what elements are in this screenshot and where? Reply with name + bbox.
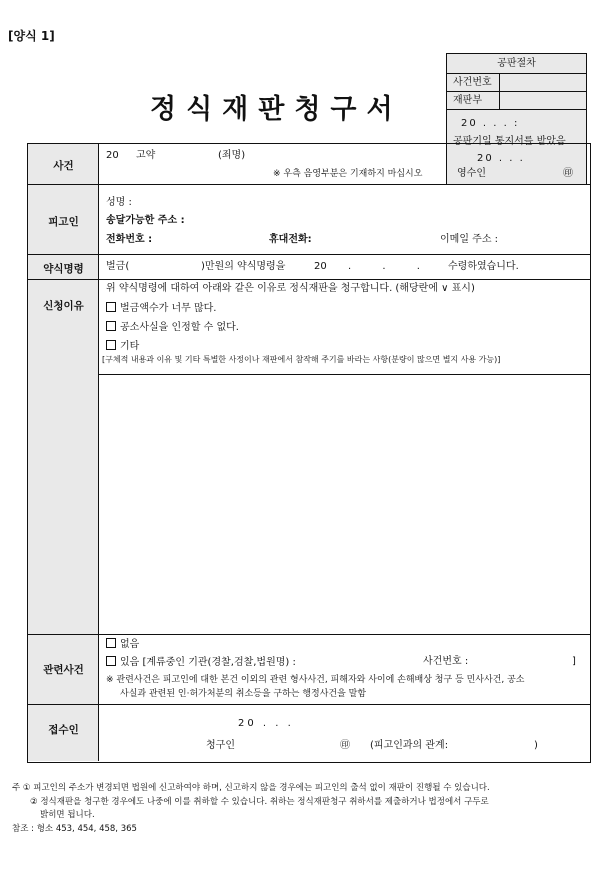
option-label: 있음 [계류중인 기관(경찰,검찰,법원명) : — [120, 657, 296, 668]
order-label: 약식명령 — [43, 263, 84, 275]
case-year[interactable]: 20 — [106, 150, 119, 161]
related-case-no[interactable]: 사건번호 : — [423, 656, 469, 667]
receipt-court-label: 재판부 — [453, 95, 482, 106]
footnote-1: 주 ① 피고인의 주소가 변경되면 법원에 신고하여야 하며, 신고하지 않을 경우에는 피고인의 출석 없이 재판이 진행될 수 있습니다. — [12, 783, 490, 793]
form-label: [양식 1] — [8, 29, 55, 43]
defendant-name[interactable]: 성명 : — [106, 197, 132, 208]
reason-option-1[interactable] — [106, 302, 216, 315]
reason-option-2[interactable] — [106, 321, 239, 334]
footnote-2: ② 정식재판을 청구한 경우에도 나중에 이를 취하할 수 있습니다. 취하는 정식재판청구 취하서를 제출하거나 법정에서 구두로 — [30, 797, 489, 807]
footnote-2-cont: 밝히면 됩니다. — [40, 810, 95, 820]
defendant-mobile[interactable]: 휴대전화: — [269, 234, 312, 245]
page-title: 정식재판청구서 — [150, 94, 403, 125]
sign-relation[interactable]: (피고인과의 관계: — [370, 740, 449, 751]
footnote-reference: 참조 : 형소 453, 454, 458, 365 — [12, 824, 137, 834]
receipt-court-row — [447, 92, 586, 110]
receipt-date-line2: 20 . . . — [477, 153, 525, 164]
case-type: 고약 — [136, 150, 156, 161]
defendant-label: 피고인 — [48, 216, 79, 228]
detail-divider — [99, 374, 590, 375]
row-divider — [28, 184, 590, 185]
related-none[interactable] — [106, 638, 139, 651]
row-divider — [28, 279, 590, 280]
option-label: 없음 — [120, 639, 140, 650]
form-table — [27, 143, 591, 763]
checkbox[interactable] — [106, 340, 116, 350]
case-note: ※ 우측 음영부분은 기재하지 마십시오 — [273, 169, 423, 179]
order-year[interactable]: 20 — [314, 261, 327, 272]
case-crime[interactable]: (죄명) — [218, 150, 246, 161]
row-divider — [28, 704, 590, 705]
receipt-case-no-label: 사건번호 — [453, 77, 492, 88]
receipt-header: 공판절차 — [497, 58, 536, 69]
checkbox[interactable] — [106, 302, 116, 312]
related-bracket-close: ] — [572, 656, 576, 667]
receipt-signer: 영수인 — [457, 168, 486, 179]
receipt-divider — [499, 92, 500, 109]
defendant-email[interactable]: 이메일 주소 : — [440, 234, 499, 245]
receipt-date-line: 20 . . . : — [461, 118, 520, 129]
option-label: 벌금액수가 너무 많다. — [120, 303, 217, 314]
sign-date[interactable]: 20 . . . — [238, 718, 294, 729]
reason-detail-guide: [구체적 내용과 이유 및 기타 특별한 사정이나 재판에서 참작해 주기를 바라는 사항(분량이 많으면 별지 사용 가능)] — [102, 355, 501, 364]
defendant-phone[interactable]: 전화번호 : — [106, 234, 153, 245]
sign-label: 접수인 — [48, 724, 79, 736]
related-note-line2: 사실과 관련된 인·허가처분의 취소등을 구하는 행정사건을 말함 — [120, 689, 367, 699]
related-label: 관련사건 — [43, 664, 84, 676]
receipt-case-row — [447, 74, 586, 92]
related-note-line1: ※ 관련사건은 피고인에 대한 본건 이외의 관련 형사사건, 피해자와 사이에 손해배상 청구 등 민사사건, 공소 — [106, 675, 525, 685]
order-fine-open[interactable]: 벌금( — [106, 261, 130, 272]
option-label: 공소사실을 인정할 수 없다. — [120, 322, 239, 333]
reason-option-3[interactable] — [106, 340, 139, 353]
reason-intro: 위 약식명령에 대하여 아래와 같은 이유로 정식재판을 청구합니다. (해당란에 ∨ 표시) — [106, 283, 475, 294]
reason-label: 신청이유 — [43, 300, 84, 312]
row-divider — [28, 254, 590, 255]
order-received: 수령하였습니다. — [448, 261, 519, 272]
row-divider — [28, 634, 590, 635]
sign-claimant[interactable]: 청구인 — [206, 740, 235, 751]
case-label: 사건 — [53, 160, 74, 172]
sign-relation-close: ) — [534, 740, 538, 751]
sign-seal: ㊞ — [340, 740, 350, 751]
receipt-seal: ㊞ — [563, 168, 573, 179]
checkbox[interactable] — [106, 321, 116, 331]
order-fine-text: )만원의 약식명령을 — [201, 261, 286, 272]
receipt-divider — [499, 74, 500, 91]
receipt-notice: 공판기일 통지서를 받았음 — [453, 136, 566, 147]
order-date-dots[interactable]: . . . — [348, 261, 434, 272]
receipt-header-row — [447, 54, 586, 74]
related-exists[interactable] — [106, 656, 296, 669]
reason-detail-area[interactable] — [102, 376, 588, 632]
checkbox[interactable] — [106, 656, 116, 666]
option-label: 기타 — [120, 341, 140, 352]
checkbox[interactable] — [106, 638, 116, 648]
defendant-address[interactable]: 송달가능한 주소 : — [106, 215, 185, 226]
